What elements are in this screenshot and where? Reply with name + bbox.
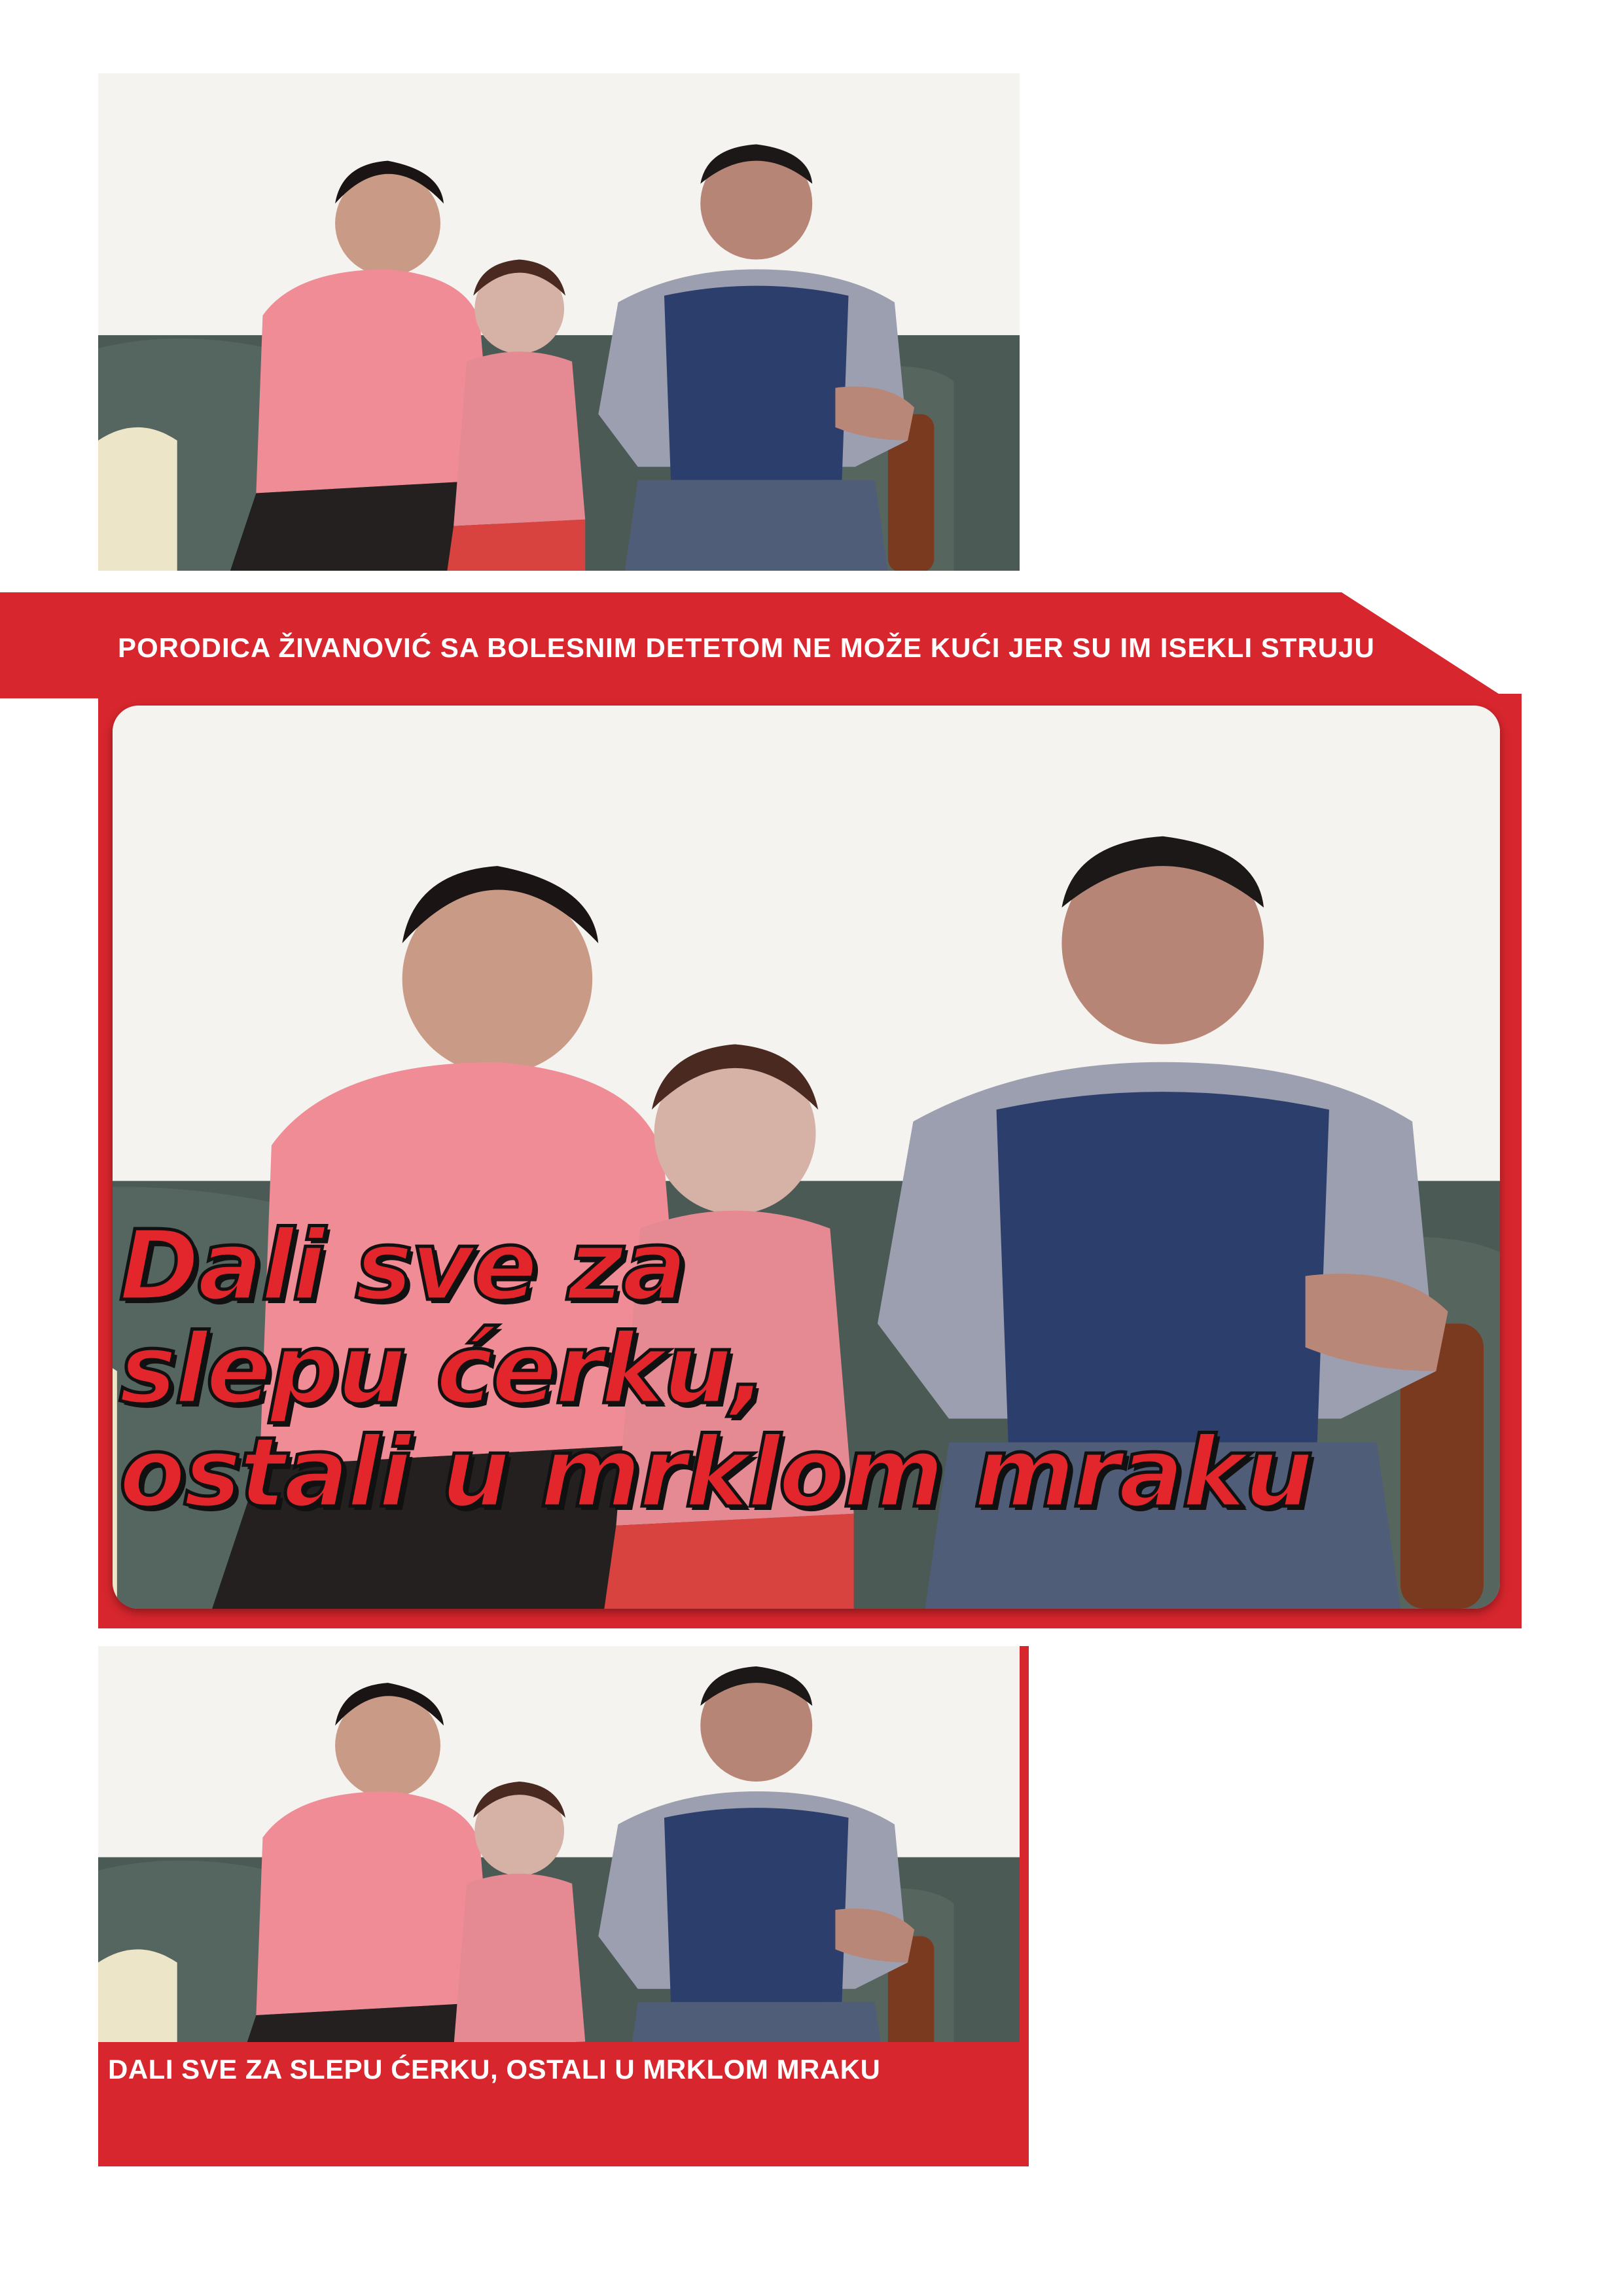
- headline: [119, 1210, 1507, 1529]
- headline-line-1: Dali sve za: [119, 1210, 686, 1322]
- banner-strapline: PORODICA ŽIVANOVIĆ SA BOLESNIM DETETOM NE MOŽE KUĆI JER SU IM ISEKLI STRUJU: [118, 632, 1375, 663]
- headline-line-2: slepu ćerku,: [119, 1313, 766, 1426]
- photo-family-bottom: [98, 1646, 1020, 2042]
- headline-line-3: ostali u mrklom mraku: [119, 1416, 1311, 1529]
- caption-text: DALI SVE ZA SLEPU ĆERKU, OSTALI U MRKLOM MRAKU: [108, 2054, 881, 2085]
